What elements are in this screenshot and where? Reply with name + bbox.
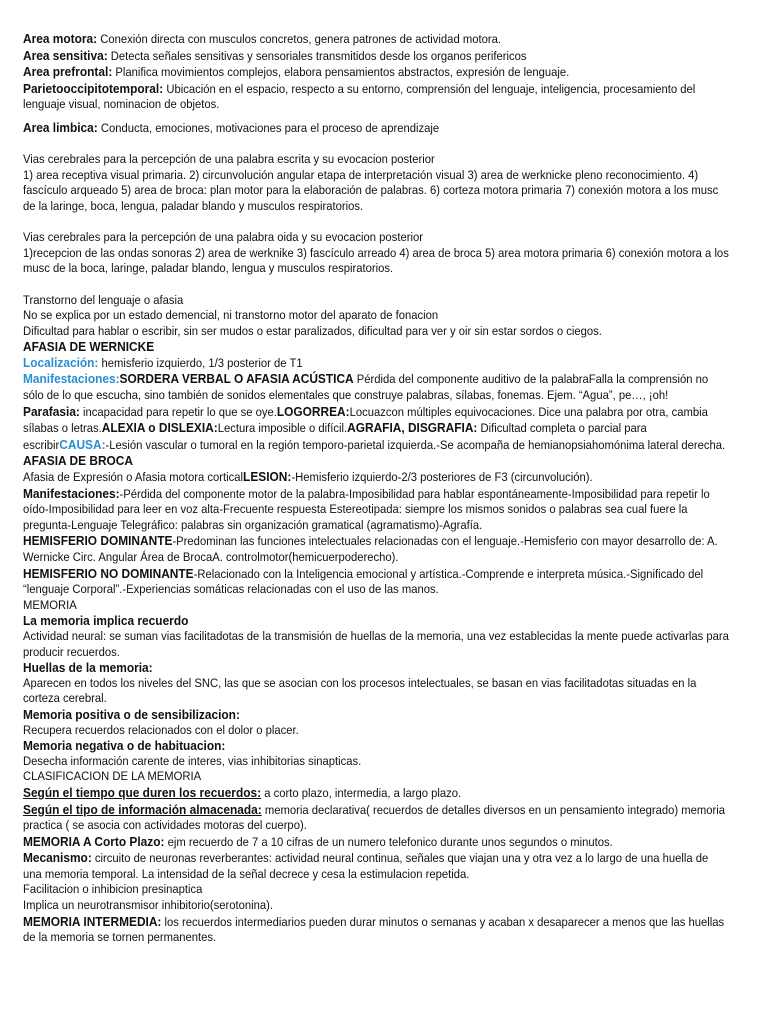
- wernicke-title: AFASIA DE WERNICKE: [23, 339, 155, 355]
- manifestaciones-label: Manifestaciones:: [23, 485, 120, 501]
- alexia-text: Lectura imposible o difícil.: [217, 421, 348, 436]
- memoria-positiva-label: Memoria positiva o de sensibilizacion:: [23, 706, 240, 722]
- parafasia-text: incapacidad para repetir lo que se oye.: [79, 404, 277, 419]
- hemisferio-dominante-label: HEMISFERIO DOMINANTE: [23, 533, 173, 549]
- logorrea-text: Locuazcon múltiples equivocaciones. Dice una palabra por otra, cambia sílabas o letras.: [23, 404, 708, 436]
- vias-escrita-body: 1) area receptiva visual primaria. 2) circunvolución angular etapa de interpretación visual 3) area de werknicke pleno reconocimiento. 4) fascículo arqueado 5) area de broca: plan motor para la elaboración de palabras. 6) corteza motora primaria 7) conexión motora a los musc de la laringe, boca, lengua, paladar blando y musculos respiratorios.: [23, 167, 719, 213]
- vias-escrita-title: Vias cerebrales para la percepción de una palabra escrita y su evocacion posterior: [23, 152, 435, 167]
- vias-oida-body: 1)recepcion de las ondas sonoras 2) area de werknike 3) fascículo arreado 4) area de broca 5) area motora primaria 6) conexión motora a los musc de la boca, laringe, paladar blando, lengua y musculos respiratorios.: [23, 245, 729, 276]
- area-sensitiva-line: [23, 48, 730, 65]
- broca-manifestaciones: [23, 486, 730, 534]
- memoria-intermedia: [23, 914, 730, 946]
- memoria-implica-text: Actividad neural: se suman vias facilitadotas de la transmisión de huellas de la memoria, una vez establecidas la mente puede activarlas para producir recuerdos.: [23, 628, 729, 659]
- agrafia-text: Dificultad completa o parcial para escribir: [23, 421, 647, 452]
- broca-text: Afasia de Expresión o Afasia motora cortical: [23, 470, 244, 485]
- area-prefrontal-line: [23, 64, 730, 81]
- area-label: Area sensitiva:: [23, 47, 108, 63]
- wernicke-localizacion: [23, 355, 730, 372]
- lesion-text: -Hemisferio izquierdo-2/3 posteriores de F3 (circunvolución).: [291, 470, 593, 485]
- wernicke-parafasia: [23, 404, 730, 454]
- area-text: Conexión directa con musculos concretos, genera patrones de actividad motora.: [97, 32, 501, 46]
- segun-tiempo: [23, 785, 730, 802]
- area-label: Area prefrontal:: [23, 64, 113, 80]
- area-text: Planifica movimientos complejos, elabora pensamientos abstractos, expresión de lenguaje.: [112, 65, 570, 80]
- segun-tipo-text: memoria declarativa( recuerdos de detalles diversos en un pensamiento integrado) memoria practica ( se asocia con actividades motoras del cuerpo).: [23, 802, 725, 833]
- agrafia-label: AGRAFIA, DISGRAFIA:: [347, 420, 478, 436]
- logorrea-label: LOGORREA:: [276, 403, 350, 419]
- broca-line: [23, 469, 730, 486]
- wernicke-manifestaciones: [23, 371, 730, 403]
- mecanismo-label: Mecanismo:: [23, 850, 92, 866]
- manifestaciones-text: Pérdida del componente auditivo de la palabraFalla la comprensión no sólo de lo que escucha, sino también de sonidos elementales que construye palabras, sílabas, fonemas. Ejem. “Agua”, pe…, ¡oh!: [23, 372, 709, 403]
- memoria-negativa-text: Desecha información carente de interes, vias inhibitorias sinapticas.: [23, 753, 362, 768]
- mecanismo: [23, 850, 730, 882]
- hemisferio-dominante: [23, 533, 730, 565]
- alexia-label: ALEXIA o DISLEXIA:: [101, 420, 218, 436]
- causa-text: -Lesión vascular o tumoral en la región temporo-parietal izquierda.-Se acompaña de hemianopsiahomónima lateral derecha.: [105, 437, 726, 452]
- area-text: Conducta, emociones, motivaciones para el proceso de aprendizaje: [97, 120, 440, 135]
- area-label: Area limbica:: [23, 119, 98, 135]
- corto-plazo-text: ejm recuerdo de 7 a 10 cifras de un numero telefonico durante unos segundos o minutos.: [164, 834, 613, 849]
- area-text: Detecta señales sensitivas y sensoriales transmitidos desde los organos perifericos: [107, 48, 527, 63]
- memoria-positiva-text: Recupera recuerdos relacionados con el dolor o placer.: [23, 722, 299, 737]
- huellas-text: Aparecen en todos los niveles del SNC, las que se asocian con los procesos intelectuales, se basan en vias facilitadotas situadas en la corteza cerebral.: [23, 675, 697, 706]
- huellas-label: Huellas de la memoria:: [23, 660, 153, 676]
- lesion-label: LESION:: [243, 469, 292, 485]
- clasificacion-title: CLASIFICACION DE LA MEMORIA: [23, 769, 202, 784]
- broca-title: AFASIA DE BROCA: [23, 453, 133, 469]
- hemisferio-no-dominante: [23, 566, 730, 598]
- area-parieto-line: [23, 81, 730, 113]
- localizacion-text: hemisferio izquierdo, 1/3 posterior de T1: [98, 355, 303, 370]
- parafasia-label: Parafasia:: [23, 403, 80, 419]
- vias-oida-title: Vias cerebrales para la percepción de una palabra oida y su evocacion posterior: [23, 230, 423, 245]
- localizacion-label: Localización:: [23, 354, 99, 370]
- segun-tipo: [23, 802, 730, 834]
- intermedia-text: los recuerdos intermediarios pueden durar minutos o semanas y acaban x desaparecer a menos que las huellas de la memoria se tornen permanentes.: [23, 914, 725, 945]
- hemisferio-no-dominante-label: HEMISFERIO NO DOMINANTE: [23, 565, 194, 581]
- area-label: Parietooccipitotemporal:: [23, 80, 164, 96]
- hemisferio-dominante-text: -Predominan las funciones intelectuales relacionadas con el lenguaje.-Hemisferio con mayor desarrollo de: A. Wernicke Circ. Angular Área de BrocaA. controlmotor(hemicuerpoderecho).: [23, 534, 718, 564]
- area-text: Ubicación en el espacio, respecto a su entorno, comprensión del lenguaje, inteligencia, procesamiento del lenguaje visual, nominacion de objetos.: [23, 81, 696, 112]
- facilitacion-text: Facilitacion o inhibicion presinaptica: [23, 882, 203, 897]
- neurotransmisor-text: Implica un neurotransmisor inhibitorio(serotonina).: [23, 898, 274, 913]
- segun-tipo-label: Según el tipo de información almacenada:: [23, 801, 262, 817]
- corto-plazo-label: MEMORIA A Corto Plazo:: [23, 833, 165, 849]
- manifestaciones-label: Manifestaciones:: [23, 371, 120, 387]
- manifestaciones-text: -Pérdida del componente motor de la palabra-Imposibilidad para hablar espontáneamente-Imposibilidad para repetir lo oído-Imposibilidad para leer en voz alta-Frecuente respuesta Estereotipada: siempre los mismos sonidos o palabras sea cual fuere la pregunta-Lenguaje Telegráfico: palabras sin organización gramatical (agramatismo)-Agrafía.: [23, 486, 710, 532]
- mecanismo-text: circuito de neuronas reverberantes: actividad neural continua, señales que viajan una y otra vez a lo largo de una huella de una memoria temporal. La intensidad de la señal decrece y cesa la estimulacion repetida.: [23, 851, 709, 881]
- causa-label: CAUSA:: [59, 436, 106, 452]
- memoria-corto-plazo: [23, 834, 730, 851]
- area-label: Area motora:: [23, 31, 98, 46]
- segun-tiempo-label: Según el tiempo que duren los recuerdos:: [23, 784, 262, 800]
- sordera-verbal-label: SORDERA VERBAL O AFASIA ACÚSTICA: [119, 371, 354, 387]
- afasia-line2: Dificultad para hablar o escribir, sin ser mudos o estar paralizados, dificultad para ver y oir sin estar sordos o ciegos.: [23, 323, 602, 338]
- hemisferio-no-dominante-text: -Relacionado con la Inteligencia emocional y artística.-Comprende e interpreta música.-Significado del “lenguaje Corporal”.-Experiencias somáticas relacionadas con el uso de las manos.: [23, 566, 704, 597]
- area-limbica-line: [23, 120, 730, 137]
- area-motora-line: [23, 31, 730, 48]
- afasia-line1: No se explica por un estado demencial, ni transtorno motor del aparato de fonacion: [23, 308, 439, 323]
- afasia-title: Transtorno del lenguaje o afasia: [23, 292, 184, 307]
- segun-tiempo-text: a corto plazo, intermedia, a largo plazo.: [261, 785, 462, 800]
- memoria-implica-label: La memoria implica recuerdo: [23, 613, 189, 629]
- memoria-title: MEMORIA: [23, 597, 77, 612]
- document-page: [23, 31, 730, 946]
- memoria-negativa-label: Memoria negativa o de habituacion:: [23, 738, 226, 754]
- intermedia-label: MEMORIA INTERMEDIA:: [23, 913, 162, 929]
